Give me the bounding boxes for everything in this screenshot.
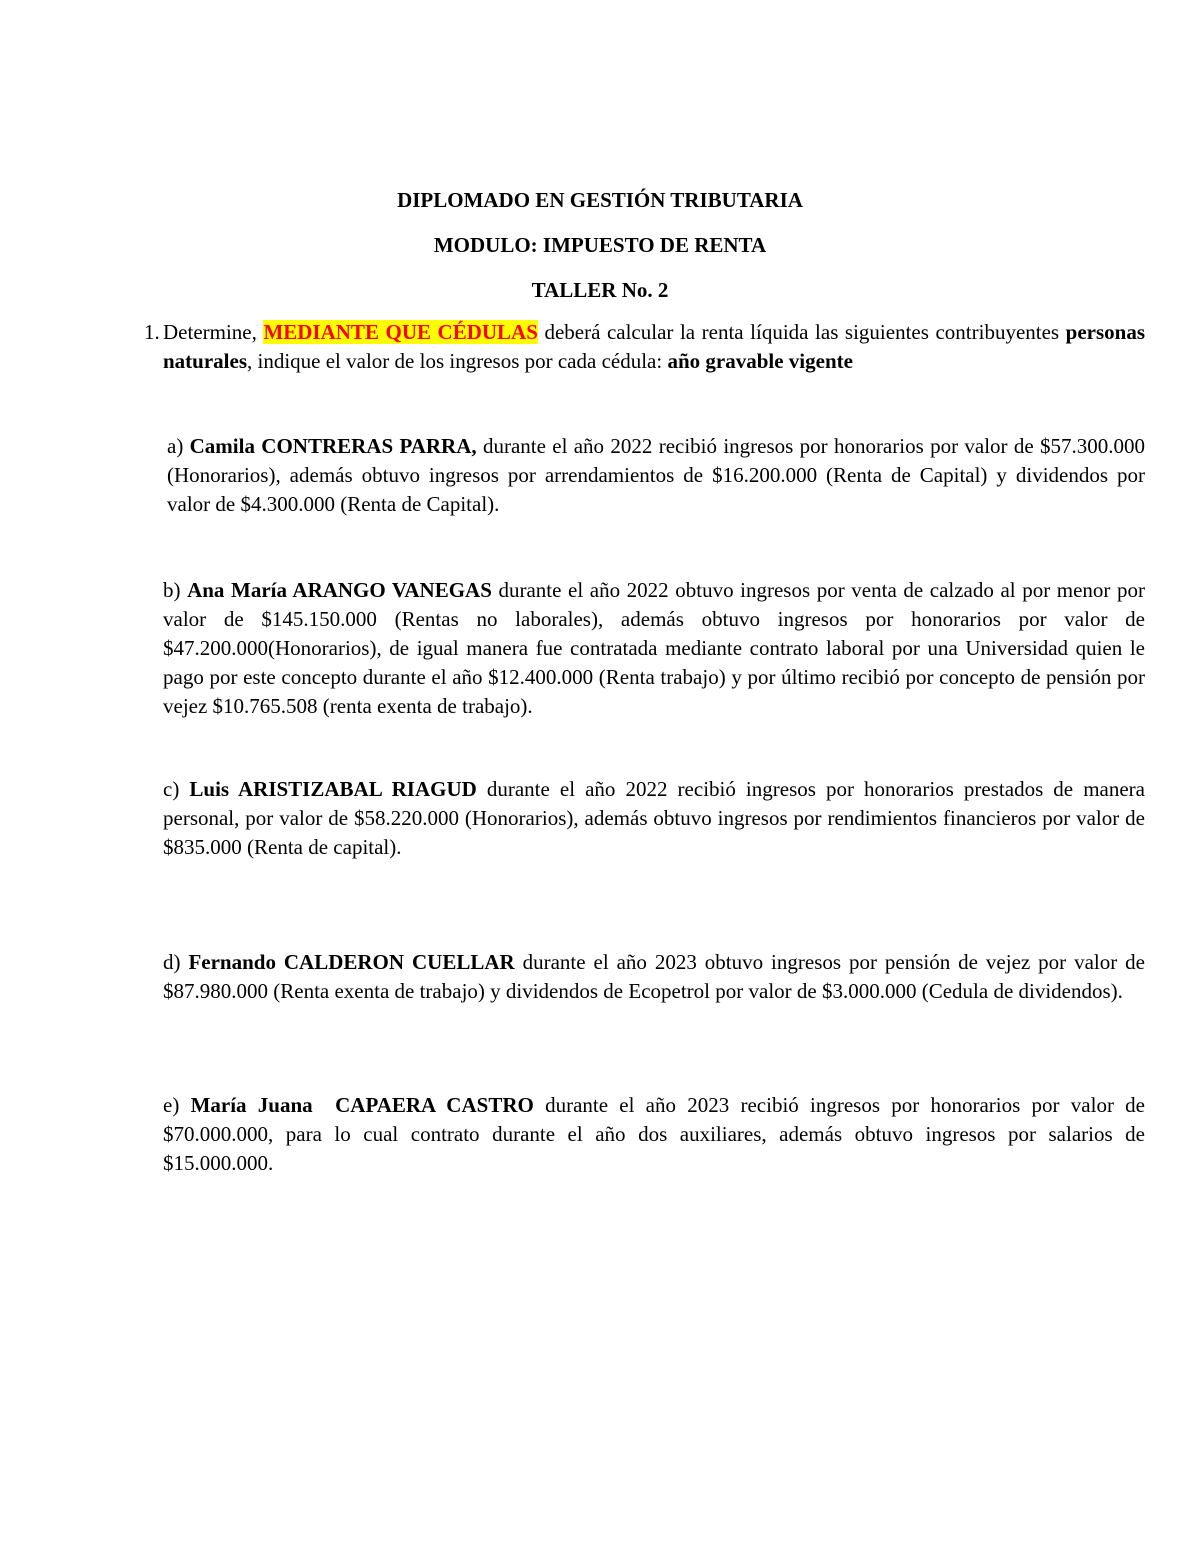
question-highlight: MEDIANTE QUE CÉDULAS [263,320,538,344]
question-1 [144,318,1145,376]
question-bold-year: año gravable vigente [667,349,853,373]
item-letter: e) [163,1093,191,1117]
item-name: Camila CONTRERAS PARRA, [189,434,477,458]
item-d [163,948,1145,1006]
item-letter: d) [163,950,189,974]
item-letter: c) [163,777,190,801]
question-text-part2: deberá calcular la renta líquida las siguientes contribuyentes [537,320,1066,344]
item-name: Fernando CALDERON CUELLAR [188,950,515,974]
item-name: Ana María ARANGO VANEGAS [187,578,492,602]
item-e [163,1091,1145,1178]
item-text: durante el año 2022 obtuvo ingresos por venta de calzado al por menor por valor de $145.150.000 (Rentas no laborales), además obtuvo ingresos por honorarios por valor de $47.200.000(Honorarios), de igual manera fue contratada mediante contrato laboral por una Universidad quien le pago por este concepto durante el año $12.400.000 (Renta trabajo) y por último recibió por concepto de pensión por vejez $10.765.508 (renta exenta de trabajo). [163,578,1145,718]
item-letter: b) [163,578,188,602]
item-b [163,576,1145,721]
question-text-part1: Determine, [163,320,264,344]
item-a [167,432,1145,519]
module-title: MODULO: IMPUESTO DE RENTA [433,233,767,257]
document-title: DIPLOMADO EN GESTIÓN TRIBUTARIA [397,188,803,212]
item-letter: a) [167,434,190,458]
workshop-title: TALLER No. 2 [531,278,669,302]
item-text: durante el año 2022 recibió ingresos por honorarios por valor de $57.300.000 (Honorarios), además obtuvo ingresos por arrendamientos de $16.200.000 (Renta de Capital) y dividendos por valor de $4.300.000 (Renta de Capital). [167,434,1145,516]
item-c [163,775,1145,862]
item-name: María Juana CAPAERA CASTRO [190,1093,534,1117]
question-text-part3: , indique el valor de los ingresos por cada cédula: [247,349,668,373]
question-bold-personas: personas naturales [163,320,1145,373]
item-name: Luis ARISTIZABAL RIAGUD [189,777,477,801]
item-text: durante el año 2023 recibió ingresos por honorarios por valor de $70.000.000, para lo cual contrato durante el año dos auxiliares, además obtuvo ingresos por salarios de $15.000.000. [163,1093,1145,1175]
question-number: 1. [144,320,160,344]
item-text: durante el año 2023 obtuvo ingresos por pensión de vejez por valor de $87.980.000 (Renta exenta de trabajo) y dividendos de Ecopetrol por valor de $3.000.000 (Cedula de dividendos). [163,950,1145,1003]
item-text: durante el año 2022 recibió ingresos por honorarios prestados de manera personal, por valor de $58.220.000 (Honorarios), además obtuvo ingresos por rendimientos financieros por valor de $835.000 (Renta de capital). [163,777,1145,859]
